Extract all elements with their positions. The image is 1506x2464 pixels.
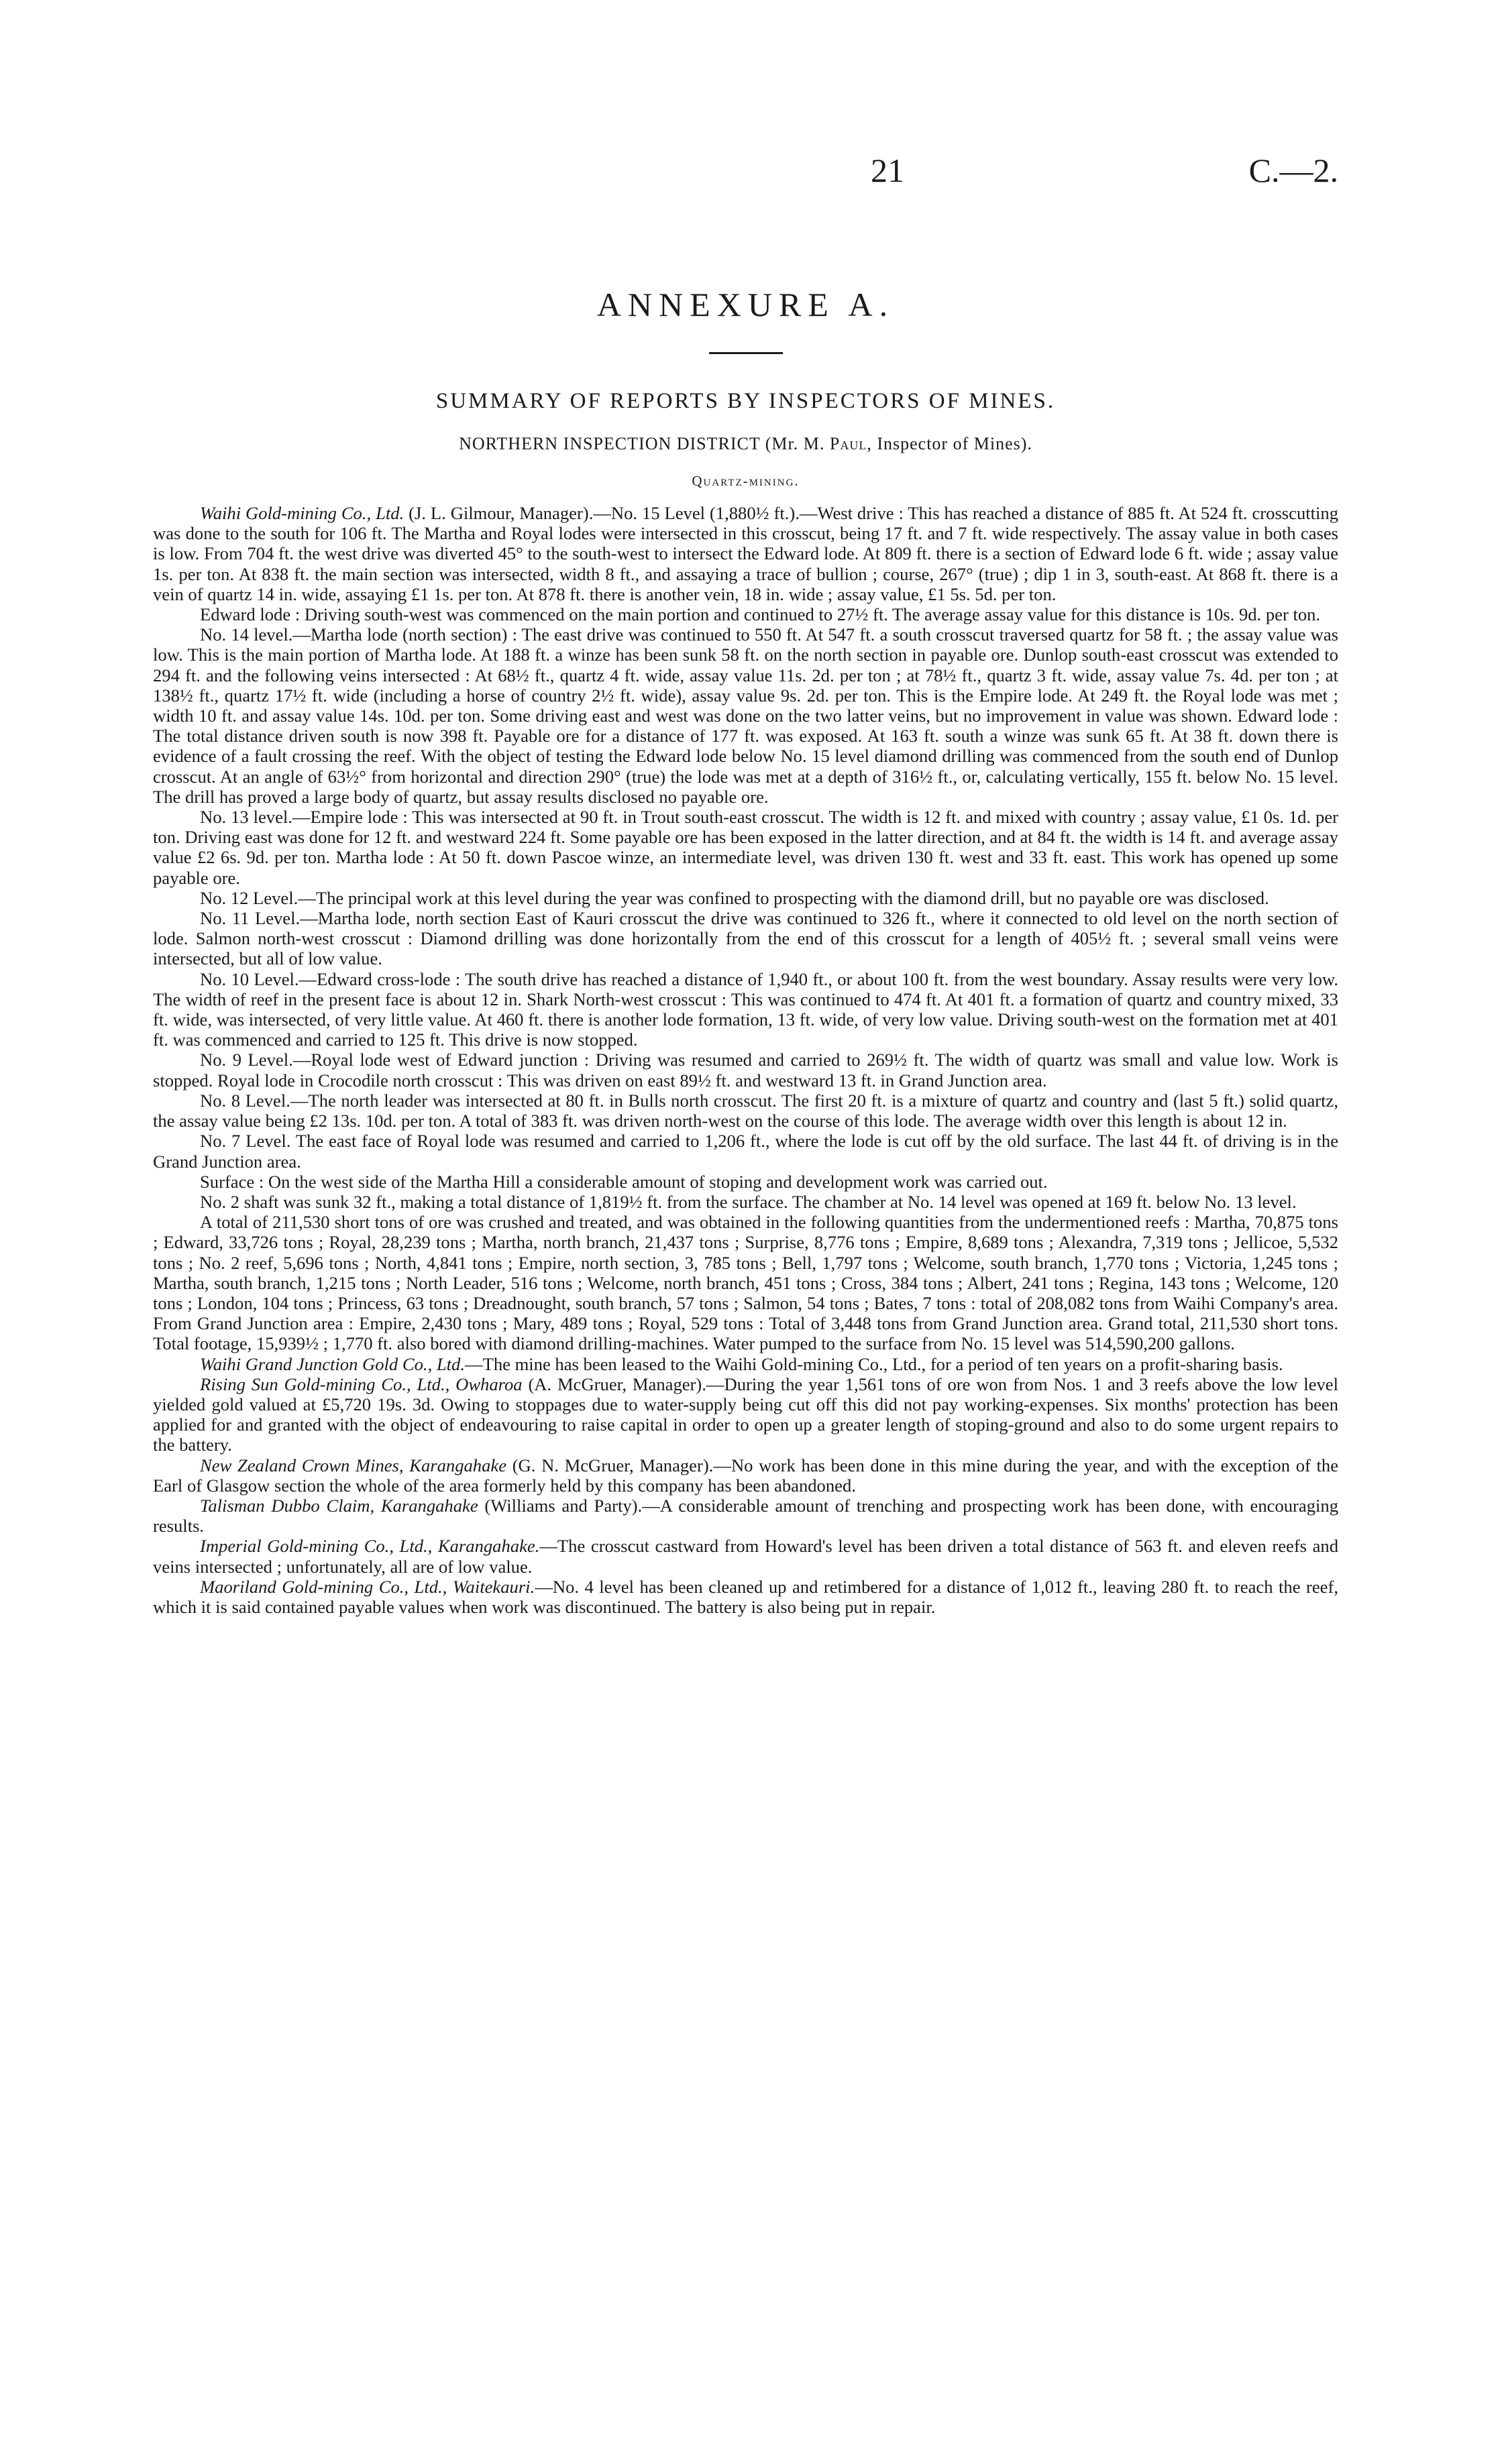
report-paragraph	[153, 1131, 1338, 1171]
inspector-name: Paul	[829, 434, 867, 453]
paragraph-text: Edward lode : Driving south-west was commenced on the main portion and continued to 27½ ft. The average assay value for this distance is 10s. 9d. per ton.	[200, 604, 1321, 625]
report-paragraph	[153, 1536, 1338, 1576]
paragraph-text: —The mine has been leased to the Waihi Gold-mining Co., Ltd., for a period of ten years on a profit-sharing basis.	[464, 1353, 1283, 1374]
paragraph-text: No. 9 Level.—Royal lode west of Edward junction : Driving was resumed and carried to 269½ ft. The width of quartz was small and value low. Work is stopped. Royal lode in Crocodile north crosscut : This was driven on east 89½ ft. and westward 13 ft. in Grand Junction area.	[153, 1050, 1338, 1090]
title-divider	[709, 352, 783, 354]
company-name: Talisman Dubbo Claim, Karangahake	[200, 1495, 478, 1516]
report-paragraph	[153, 908, 1338, 969]
report-paragraph	[153, 1212, 1338, 1353]
paragraph-text: (Williams and Party).—A considerable amount of trenching and prospecting work has been done, with encouraging results.	[153, 1495, 1338, 1536]
company-name: Imperial Gold-mining Co., Ltd., Karangahake.	[200, 1536, 540, 1557]
report-paragraph	[153, 1354, 1338, 1374]
report-paragraph	[153, 1577, 1338, 1617]
page-number: 21	[871, 152, 904, 189]
paragraph-text: No. 8 Level.—The north leader was intersected at 80 ft. in Bulls north crosscut. The first 20 ft. is a mixture of quartz and country and (last 5 ft.) solid quartz, the assay value being £2 13s. 10d. per ton. A total of 383 ft. was driven north-west on the course of this lode. The average width over this length is about 12 in.	[153, 1090, 1338, 1131]
report-paragraph	[153, 888, 1338, 908]
district-suffix: , Inspector of Mines).	[867, 434, 1032, 453]
paragraph-text: Surface : On the west side of the Martha Hill a considerable amount of stoping and development work was carried out.	[200, 1171, 1048, 1192]
paragraph-text: —No. 4 level has been cleaned up and retimbered for a distance of 1,012 ft., leaving 280 ft. to reach the reef, which it is said contained payable values when work was discontinued. The battery is also being put in repair.	[153, 1576, 1338, 1617]
page-header	[153, 0, 1338, 221]
section-heading: Quartz-mining.	[692, 473, 800, 489]
report-paragraph	[153, 1374, 1338, 1455]
report-paragraph	[153, 1050, 1338, 1090]
paragraph-text: —The crosscut castward from Howard's level has been driven a total distance of 563 ft. and eleven reefs and veins intersected ; unfortunately, all are of low value.	[153, 1536, 1338, 1577]
paragraph-text: No. 2 shaft was sunk 32 ft., making a total distance of 1,819½ ft. from the surface. The chamber at No. 14 level was opened at 169 ft. below No. 13 level.	[200, 1191, 1297, 1212]
paragraph-text: (J. L. Gilmour, Manager).—No. 15 Level (1,880½ ft.).—West drive : This has reached a distance of 885 ft. At 524 ft. crosscutting was done to the south for 106 ft. The Martha and Royal lodes were intersected in this crosscut, being 17 ft. and 7 ft. wide respectively. The assay value in both cases is low. From 704 ft. the west drive was diverted 45° to the south-west to intersect the Edward lode. At 809 ft. there is a section of Edward lode 6 ft. wide ; assay value 1s. per ton. At 838 ft. the main section was intersected, width 8 ft., and assaying a trace of bullion ; course, 267° (true) ; dip 1 in 3, south-east. At 868 ft. there is a vein of quartz 14 in. wide, assaying £1 1s. per ton. At 878 ft. there is another vein, 18 in. wide ; assay value, £1 5s. 5d. per ton.	[153, 503, 1338, 604]
annexure-title: ANNEXURE A.	[596, 286, 895, 323]
report-paragraph	[153, 503, 1338, 604]
paragraph-text: No. 10 Level.—Edward cross-lode : The south drive has reached a distance of 1,940 ft., or about 100 ft. from the west boundary. Assay results were very low. The width of reef in the present face is about 12 in. Shark North-west crosscut : This was continued to 474 ft. At 401 ft. a formation of quartz and country mixed, 33 ft. wide, was intersected, of very little value. At 460 ft. there is another lode formation, 13 ft. wide, of very low value. Driving south-west on the formation met at 401 ft. was commenced and carried to 125 ft. This drive is now stopped.	[153, 968, 1338, 1050]
report-paragraph	[153, 1172, 1338, 1192]
company-name: New Zealand Crown Mines, Karangahake	[200, 1455, 507, 1475]
report-paragraph	[153, 969, 1338, 1050]
paper-id: C.—2.	[1248, 152, 1338, 189]
paragraph-text: (G. N. McGruer, Manager).—No work has been done in this mine during the year, and with the exception of the Earl of Glasgow section the whole of the area formerly held by this company has been abandoned.	[153, 1455, 1339, 1496]
summary-title: SUMMARY OF REPORTS BY INSPECTORS OF MINES.	[435, 389, 1056, 413]
paragraph-text: No. 12 Level.—The principal work at this level during the year was confined to prospecting with the diamond drill, but no payable ore was disclosed.	[200, 887, 1269, 908]
report-paragraph	[153, 1192, 1338, 1212]
paragraph-text: (A. McGruer, Manager).—During the year 1,561 tons of ore won from Nos. 1 and 3 reefs above the low level yielded gold valued at £5,720 19s. 3d. Owing to stoppages due to water-supply being cut off this did not pay working-expenses. Six months' protection has been applied for and granted with the object of endeavouring to raise capital in order to open up a greater length of stoping-ground and also to do some urgent repairs to the battery.	[153, 1374, 1338, 1455]
paragraph-text: No. 11 Level.—Martha lode, north section East of Kauri crosscut the drive was continued to 326 ft., where it connected to old level on the north section of lode. Salmon north-west crosscut : Diamond drilling was done horizontally from the end of this crosscut for a length of 405½ ft. ; several small veins were intersected, but all of low value.	[153, 908, 1338, 969]
district-prefix: NORTHERN INSPECTION DISTRICT (Mr. M.	[459, 434, 830, 453]
district-heading	[153, 434, 1338, 454]
paragraph-text: No. 7 Level. The east face of Royal lode was resumed and carried to 1,206 ft., where the lode is cut off by the old surface. The last 44 ft. of driving is in the Grand Junction area.	[153, 1131, 1338, 1172]
company-name: Rising Sun Gold-mining Co., Ltd., Owharoa	[200, 1374, 523, 1394]
company-name: Waihi Grand Junction Gold Co., Ltd.	[200, 1353, 465, 1374]
company-name: Maoriland Gold-mining Co., Ltd., Waitekauri.	[200, 1576, 535, 1597]
report-paragraph	[153, 624, 1338, 807]
company-name: Waihi Gold-mining Co., Ltd.	[200, 503, 405, 523]
report-paragraph	[153, 1455, 1338, 1496]
report-body	[153, 503, 1338, 1617]
report-paragraph	[153, 1090, 1338, 1131]
report-paragraph	[153, 807, 1338, 888]
paragraph-text: No. 14 level.—Martha lode (north section) : The east drive was continued to 550 ft. At 547 ft. a south crosscut traversed quartz for 58 ft. ; the assay value was low. This is the main portion of Martha lode. At 188 ft. a winze has been sunk 58 ft. on the north section in payable ore. Dunlop south-east crosscut was extended to 294 ft. and the following veins intersected : At 68½ ft., quartz 4 ft. wide, assay value 11s. 2d. per ton ; at 78½ ft., quartz 3 ft. wide, assay value 7s. 4d. per ton ; at 138½ ft., quartz 17½ ft. wide (including a horse of country 2½ ft. wide), assay value 9s. 2d. per ton. This is the Empire lode. At 249 ft. the Royal lode was met ; width 10 ft. and assay value 14s. 10d. per ton. Some driving east and west was done on the two latter veins, but no improvement in value was shown. Edward lode : The total distance driven south is now 398 ft. Payable ore for a distance of 177 ft. was exposed. At 163 ft. south a winze was sunk 65 ft. At 38 ft. down there is evidence of a fault crossing the reef. With the object of testing the Edward lode below No. 15 level diamond drilling was commenced from the south end of Dunlop crosscut. At an angle of 63½° from horizontal and direction 290° (true) the lode was met at a depth of 316½ ft., or, calculating vertically, 155 ft. below No. 15 level. The drill has proved a large body of quartz, but assay results disclosed no payable ore.	[153, 624, 1338, 807]
paragraph-text: A total of 211,530 short tons of ore was crushed and treated, and was obtained in the following quantities from the undermentioned reefs : Martha, 70,875 tons ; Edward, 33,726 tons ; Royal, 28,239 tons ; Martha, north branch, 21,437 tons ; Surprise, 8,776 tons ; Empire, 8,689 tons ; Alexandra, 7,319 tons ; Jellicoe, 5,532 tons ; No. 2 reef, 5,696 tons ; North, 4,841 tons ; Empire, north section, 3, 785 tons ; Bell, 1,797 tons ; Welcome, south branch, 1,770 tons ; Victoria, 1,245 tons ; Martha, south branch, 1,215 tons ; North Leader, 516 tons ; Welcome, north branch, 451 tons ; Cross, 384 tons ; Albert, 241 tons ; Regina, 143 tons ; Welcome, 120 tons ; London, 104 tons ; Princess, 63 tons ; Dreadnought, south branch, 57 tons ; Salmon, 54 tons ; Bates, 7 tons : total of 208,082 tons from Waihi Company's area. From Grand Junction area : Empire, 2,430 tons ; Mary, 489 tons ; Royal, 529 tons : Total of 3,448 tons from Grand Junction area. Grand total, 211,530 short tons. Total footage, 15,939½ ; 1,770 ft. also bored with diamond drilling-machines. Water pumped to the surface from No. 15 level was 514,590,200 gallons.	[153, 1212, 1338, 1354]
report-paragraph	[153, 604, 1338, 624]
paragraph-text: No. 13 level.—Empire lode : This was intersected at 90 ft. in Trout south-east crosscut. The width is 12 ft. and mixed with country ; assay value, £1 0s. 1d. per ton. Driving east was done for 12 ft. and westward 224 ft. Some payable ore has been exposed in the latter direction, and at 84 ft. the width is 14 ft. and average assay value £2 6s. 9d. per ton. Martha lode : At 50 ft. down Pascoe winze, an intermediate level, was driven 130 ft. west and 33 ft. east. This work has opened up some payable ore.	[153, 807, 1338, 888]
report-paragraph	[153, 1496, 1338, 1536]
